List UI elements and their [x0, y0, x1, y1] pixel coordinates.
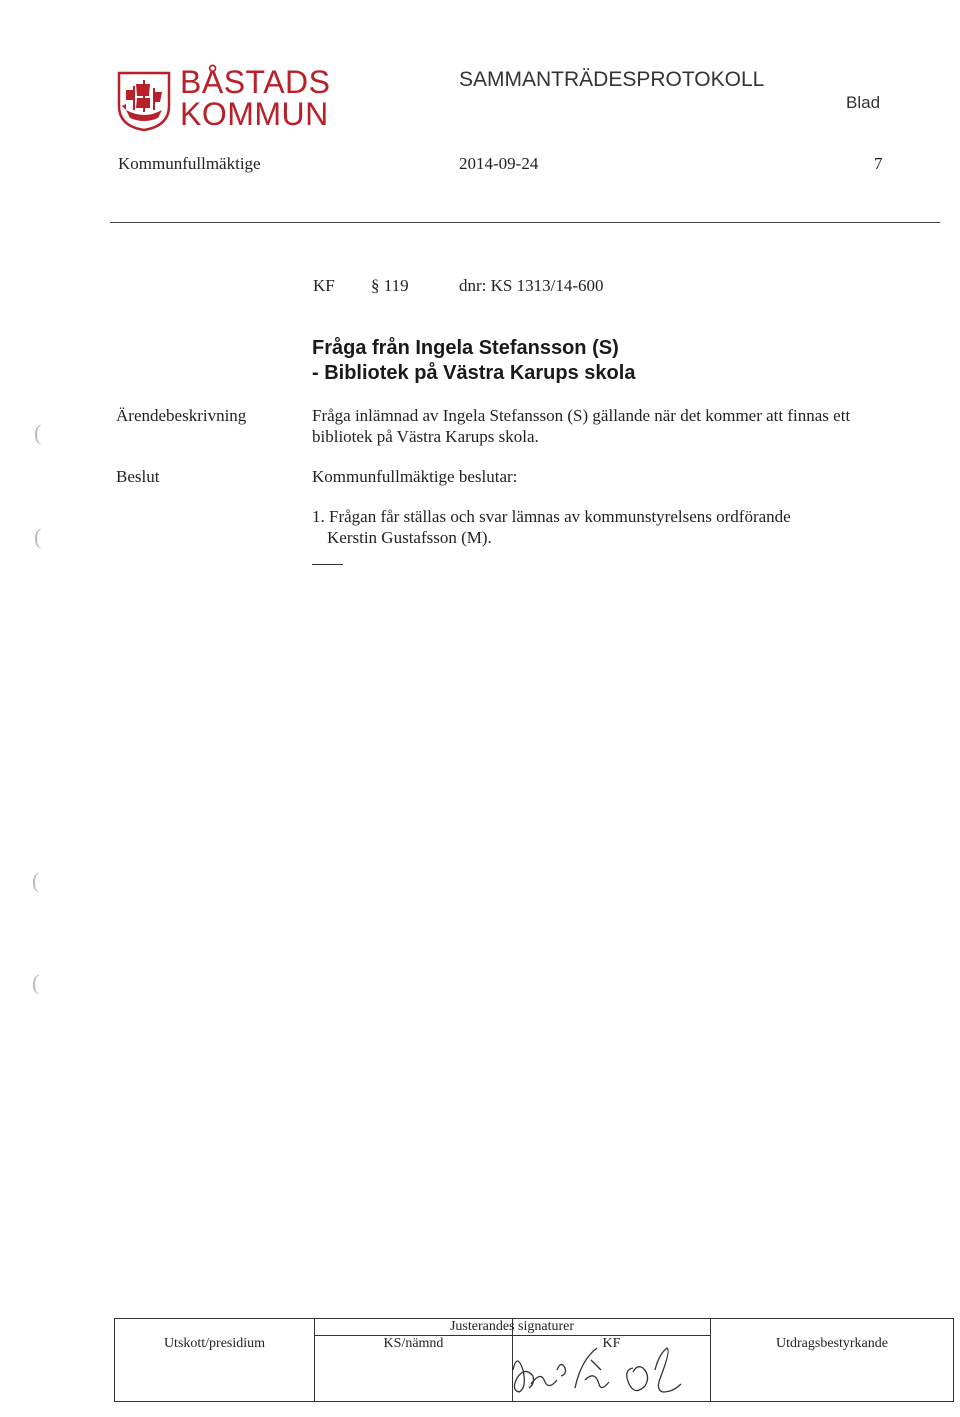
handwritten-signatures — [505, 1340, 705, 1402]
margin-mark: ( — [34, 420, 42, 445]
item-title-line1: Fråga från Ingela Stefansson (S) — [312, 337, 619, 359]
item-title-line2: - Bibliotek på Västra Karups skola — [312, 362, 636, 384]
decision-label: Beslut — [116, 467, 160, 486]
body-code: KF — [313, 276, 335, 295]
signature-label-certification: Utdragsbestyrkande — [776, 1336, 888, 1351]
signature-label-board: KS/nämnd — [383, 1336, 444, 1351]
header-divider — [110, 222, 940, 223]
registration-number: dnr: KS 1313/14-600 — [459, 276, 604, 295]
decision-line2: Kerstin Gustafsson (M). — [327, 528, 492, 547]
margin-mark: ( — [34, 524, 42, 549]
description-line2: bibliotek på Västra Karups skola. — [312, 427, 539, 446]
decision-intro: Kommunfullmäktige beslutar: — [312, 467, 518, 486]
signature-label-committee: Utskott/presidium — [163, 1336, 266, 1351]
margin-mark: ( — [32, 970, 40, 995]
municipality-name-line2: KOMMUN — [180, 96, 329, 132]
assembly-name: Kommunfullmäktige — [118, 154, 261, 173]
signature-cell-committee — [115, 1319, 315, 1401]
meeting-date: 2014-09-24 — [459, 154, 539, 173]
municipality-name-line1: BÅSTADS — [180, 64, 331, 100]
description-label: Ärendebeskrivning — [116, 406, 247, 425]
signature-cell-certification — [711, 1319, 953, 1401]
signature-label-council: KF — [602, 1336, 621, 1351]
signature-header-divider — [315, 1335, 711, 1336]
paragraph-number: § 119 — [371, 276, 409, 295]
description-line1: Fråga inlämnad av Ingela Stefansson (S) gällande när det kommer att finnas ett — [312, 406, 851, 425]
document-type: SAMMANTRÄDESPROTOKOLL — [459, 68, 765, 91]
decision-end-line — [312, 564, 343, 565]
municipality-coat-of-arms-logo — [116, 70, 172, 132]
margin-mark: ( — [32, 868, 40, 893]
page-number: 7 — [874, 154, 883, 173]
signature-header: Justerandes signaturer — [449, 1319, 575, 1334]
decision-line1: 1. Frågan får ställas och svar lämnas av kommunstyrelsens ordförande — [312, 507, 791, 526]
sheet-label: Blad — [846, 93, 881, 112]
